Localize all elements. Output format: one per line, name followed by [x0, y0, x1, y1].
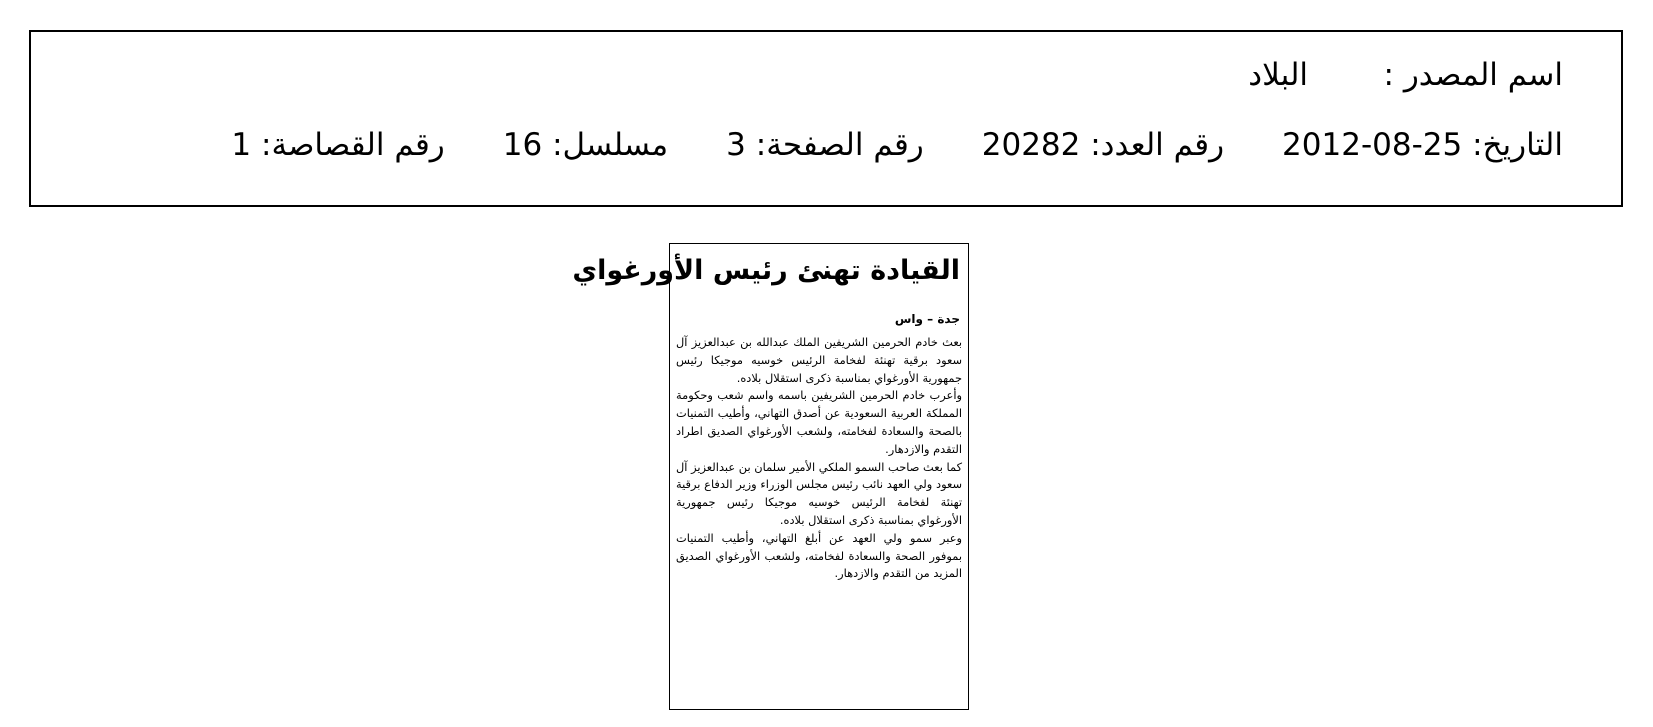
- clipping-body: [676, 334, 962, 583]
- issue-value: 20282: [981, 127, 1081, 163]
- date-label: التاريخ:: [1472, 127, 1563, 163]
- clip-number-value: 1: [231, 127, 252, 163]
- clip-number-field: [231, 127, 445, 163]
- metadata-header-box: [29, 30, 1623, 207]
- serial-value: 16: [502, 127, 543, 163]
- issue-label: رقم العدد:: [1090, 127, 1225, 163]
- clipping-paragraph: وعبر سمو ولي العهد عن أبلغ التهاني، وأطيب التمنيات بموفور الصحة والسعادة لفخامته، ولشعب الأورغواي الصديق المزيد من التقدم والازدهار.: [676, 530, 962, 581]
- serial-label: مسلسل:: [552, 127, 669, 163]
- source-value: البلاد: [1248, 57, 1308, 93]
- clipping-headline: القيادة تهنئ رئيس الأورغواي: [572, 255, 960, 286]
- page-label: رقم الصفحة:: [755, 127, 924, 163]
- clipping-paragraph: كما بعث صاحب السمو الملكي الأمير سلمان بن عبدالعزيز آل سعود ولي العهد نائب رئيس مجلس الوزراء وزير الدفاع برقية تهنئة لفخامة الرئيس خوسيه موجيكا رئيس جمهورية الأورغواي بمناسبة ذكرى استقلال بلاده.: [676, 459, 962, 527]
- page-field: [726, 127, 924, 163]
- newspaper-clipping: [572, 243, 969, 710]
- clipping-paragraph: بعث خادم الحرمين الشريفين الملك عبدالله بن عبدالعزيز آل سعود برقية تهنئة لفخامة الرئيس خوسيه موجيكا رئيس جمهورية الأورغواي بمناسبة ذكرى استقلال بلاده.: [676, 335, 962, 385]
- serial-field: [502, 127, 669, 163]
- clipping-dateline: جدة – واس: [894, 312, 960, 326]
- clipping-paragraph: وأعرب خادم الحرمين الشريفين باسمه واسم شعب وحكومة المملكة العربية السعودية عن أصدق التهاني، وأطيب التمنيات بالصحة والسعادة لفخامته، ولشعب الأورغواي الصديق اطراد التقدم والازدهار.: [676, 388, 962, 456]
- date-field: [1282, 127, 1563, 163]
- issue-field: [981, 127, 1225, 163]
- date-value: 2012-08-25: [1282, 127, 1463, 163]
- clip-number-label: رقم القصاصة:: [261, 127, 445, 163]
- source-label: اسم المصدر :: [1383, 57, 1563, 93]
- source-row: [1248, 57, 1563, 93]
- details-row: [231, 127, 1563, 163]
- page-value: 3: [726, 127, 746, 163]
